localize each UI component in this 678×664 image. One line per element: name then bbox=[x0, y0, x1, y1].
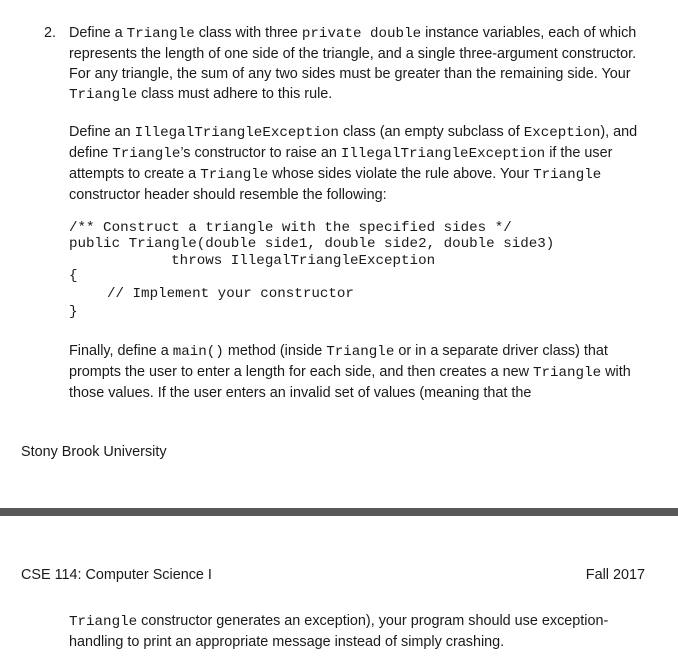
inline-code: Triangle bbox=[533, 167, 602, 183]
page-header-term: Fall 2017 bbox=[585, 567, 645, 583]
text-run: if the user attempts to create a bbox=[69, 145, 613, 182]
code-line-signature: public Triangle(double side1, double side2, double side3) bbox=[69, 236, 555, 253]
code-line-doc-comment: /** Construct a triangle with the specified sides */ bbox=[69, 220, 512, 236]
page-footer-institution: Stony Brook University bbox=[21, 444, 167, 460]
inline-code: main() bbox=[172, 344, 224, 360]
paragraph-exception-handling bbox=[69, 611, 649, 652]
text-run: or in a separate driver class) that prompts the user to enter a length for each side, and then creates a new bbox=[69, 343, 608, 380]
code-line-throws: throws IllegalTriangleException bbox=[69, 252, 436, 269]
text-run: method (inside bbox=[223, 343, 327, 359]
inline-code: Triangle bbox=[69, 87, 138, 103]
code-comment: // Implement your constructor bbox=[107, 286, 354, 302]
inline-code: Triangle bbox=[126, 26, 195, 42]
inline-code: IllegalTriangleException bbox=[134, 125, 339, 141]
text-run: class must adhere to this rule. bbox=[137, 86, 333, 102]
text-run: constructor header should resemble the following: bbox=[69, 187, 387, 203]
code-open-brace: { bbox=[69, 268, 78, 284]
inline-code: Triangle bbox=[200, 167, 269, 183]
text-run: instance variables, each of which represents the length of one side of the triangle, and a single three-argument constructor. For any triangle, the sum of any two sides must be greater than the remaining side. Your bbox=[69, 25, 637, 82]
inline-code: private double bbox=[301, 26, 422, 42]
code-close-brace: } bbox=[69, 304, 78, 320]
inline-code: Exception bbox=[523, 125, 601, 141]
text-run: class (an empty subclass of bbox=[338, 124, 524, 140]
text-run: Finally, define a bbox=[69, 343, 173, 359]
text-run: with those values. If the user enters an invalid set of values (meaning that the bbox=[69, 364, 631, 401]
inline-code: Triangle bbox=[326, 344, 395, 360]
text-run: class with three bbox=[194, 25, 302, 41]
paragraph-triangle-definition bbox=[69, 23, 649, 105]
text-run: whose sides violate the rule above. Your bbox=[268, 166, 534, 182]
text-run: constructor generates an exception), your program should use exception-handling to print an appropriate message instead of simply crashing. bbox=[69, 613, 609, 650]
text-run: Define a bbox=[69, 25, 127, 41]
text-run: ), and define bbox=[69, 124, 638, 161]
code-constructor-header bbox=[69, 220, 669, 269]
paragraph-main-method bbox=[69, 341, 649, 403]
page-header-course: CSE 114: Computer Science I bbox=[21, 567, 212, 583]
inline-code: IllegalTriangleException bbox=[340, 146, 546, 162]
text-run: ’s constructor to raise an bbox=[180, 145, 341, 161]
question-number: 2. bbox=[44, 25, 57, 41]
inline-code: Triangle bbox=[112, 146, 181, 162]
page-break-divider bbox=[0, 508, 678, 516]
inline-code: Triangle bbox=[69, 614, 138, 630]
paragraph-exception-definition bbox=[69, 122, 649, 205]
inline-code: Triangle bbox=[532, 365, 602, 381]
text-run: Define an bbox=[69, 124, 135, 140]
